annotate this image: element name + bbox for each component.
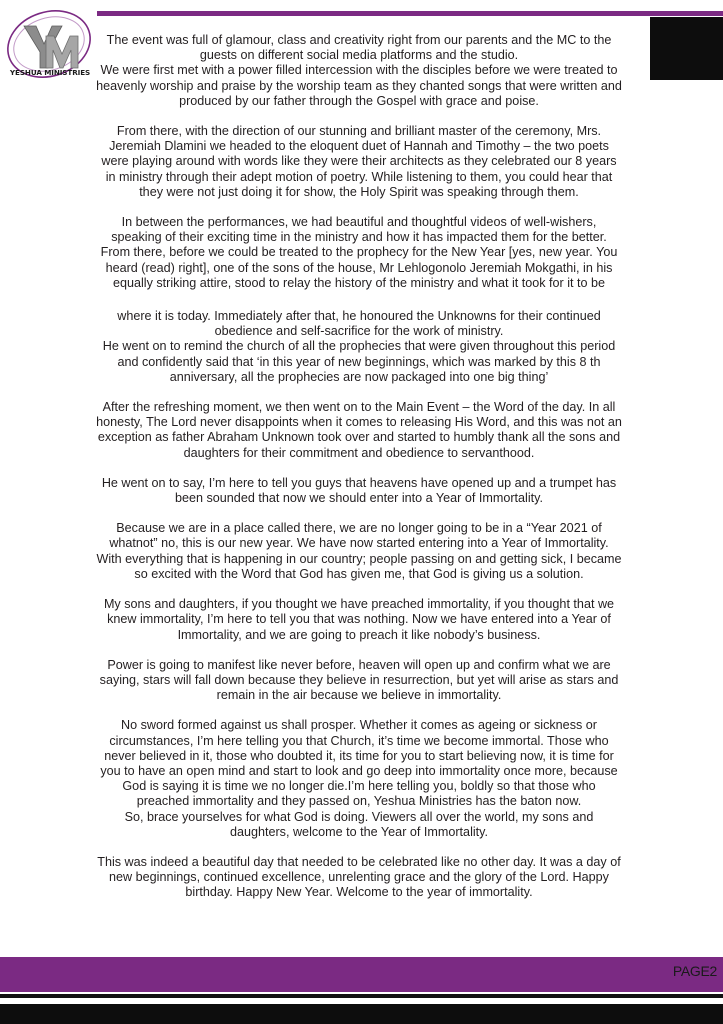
paragraph: Because we are in a place called there, we are no longer going to be in a “Year 2021 of whatnot” no, this is our new year. We have now started entering into a Year of Immortality. With everything that is happening in our country; people passing on and getting sick, I became so excited with the Word that God has given me, that God is giving us a solution. <box>96 521 622 581</box>
footer-divider <box>0 994 723 998</box>
paragraph: The event was full of glamour, class and creativity right from our parents and the MC to the guests on different social media platforms and the studio. <box>106 33 612 63</box>
paragraph: We were first met with a power filled intercession with the disciples before we were treated to heavenly worship and praise by the worship team as they chanted songs that were written and produced by our father through the Gospel with grace and poise. <box>96 63 622 108</box>
logo-text: YESHUA MINISTRIES <box>9 68 91 77</box>
corner-black-box <box>650 17 723 80</box>
paragraph: So, brace yourselves for what God is doing. Viewers all over the world, my sons and daughters, welcome to the Year of Immortality. <box>124 809 594 839</box>
page-number: PAGE2 <box>672 963 717 979</box>
paragraph: Power is going to manifest like never before, heaven will open up and confirm what we are saying, stars will fall down because they believe in resurrection, but yet will arise as stars and remain in the air because we believe in immortality. <box>99 657 619 703</box>
paragraph: My sons and daughters, if you thought we have preached immortality, if you thought that we knew immortality, I’m here to tell you that was nothing. Now we have entered into a Year of Immortality, and we are going to preach it like nobody’s business. <box>103 597 615 642</box>
paragraph: After the refreshing moment, we then went on to the Main Event – the Word of the day. In all honesty, The Lord never disappoints when it comes to releasing His Word, and this was not an exception as father Abraham Unknown took over and started to humbly thank all the sons and daughters for their commitment and obedience to servanthood. <box>96 400 622 460</box>
top-accent-bar <box>97 11 723 16</box>
footer-accent-band <box>0 957 723 992</box>
article-body <box>95 33 623 901</box>
paragraph: No sword formed against us shall prosper. Whether it comes as ageing or sickness or circumstances, I’m here telling you that Church, it’s time we become immortal. Those who never believed in it, those who doubted it, its time for you to start believing now, it is time for you to have an open mind and start to look and go deep into immortality once more, because God is saying it is time we no longer die.I’m here telling you, boldly so that those who preached immortality and they passed on, Yeshua Ministries has the baton now. <box>100 718 618 809</box>
paragraph: He went on to remind the church of all the prophecies that were given throughout this period and confidently said that ‘in this year of new beginnings, which was marked by this 8 th anniversary, all the prophecies are now packaged into one big thing’ <box>102 339 616 384</box>
footer-black-bar <box>0 1004 723 1024</box>
paragraph: This was indeed a beautiful day that needed to be celebrated like no other day. It was a day of new beginnings, continued excellence, unrelenting grace and the glory of the Lord. Happy birthday. Happy New Year. Welcome to the year of immortality. <box>97 854 621 900</box>
paragraph: From there, with the direction of our stunning and brilliant master of the ceremony, Mrs. Jeremiah Dlamini we headed to the eloquent duet of Hannah and Timothy – the two poets were playing around with words like they were their architects as they celebrated our 8 years in ministry through their adept motion of poetry. While listening to them, you could hear that they were not just doing it for show, the Holy Spirit was speaking through them. <box>101 124 617 199</box>
paragraph: He went on to say, I’m here to tell you guys that heavens have opened up and a trumpet has been sounded that now we should enter into a Year of Immortality. <box>101 475 617 506</box>
paragraph: where it is today. Immediately after that, he honoured the Unknowns for their continued obedience and self-sacrifice for the work of ministry. <box>117 309 601 339</box>
paragraph: In between the performances, we had beautiful and thoughtful videos of well-wishers, speaking of their exciting time in the ministry and how it has impacted them for the better. From there, before we could be treated to the prophecy for the New Year [yes, new year. You heard (read) right], one of the sons of the house, Mr Lehlogonolo Jeremiah Mokgathi, in his equally striking attire, stood to relay the history of the ministry and what it took for it to be <box>100 215 618 290</box>
